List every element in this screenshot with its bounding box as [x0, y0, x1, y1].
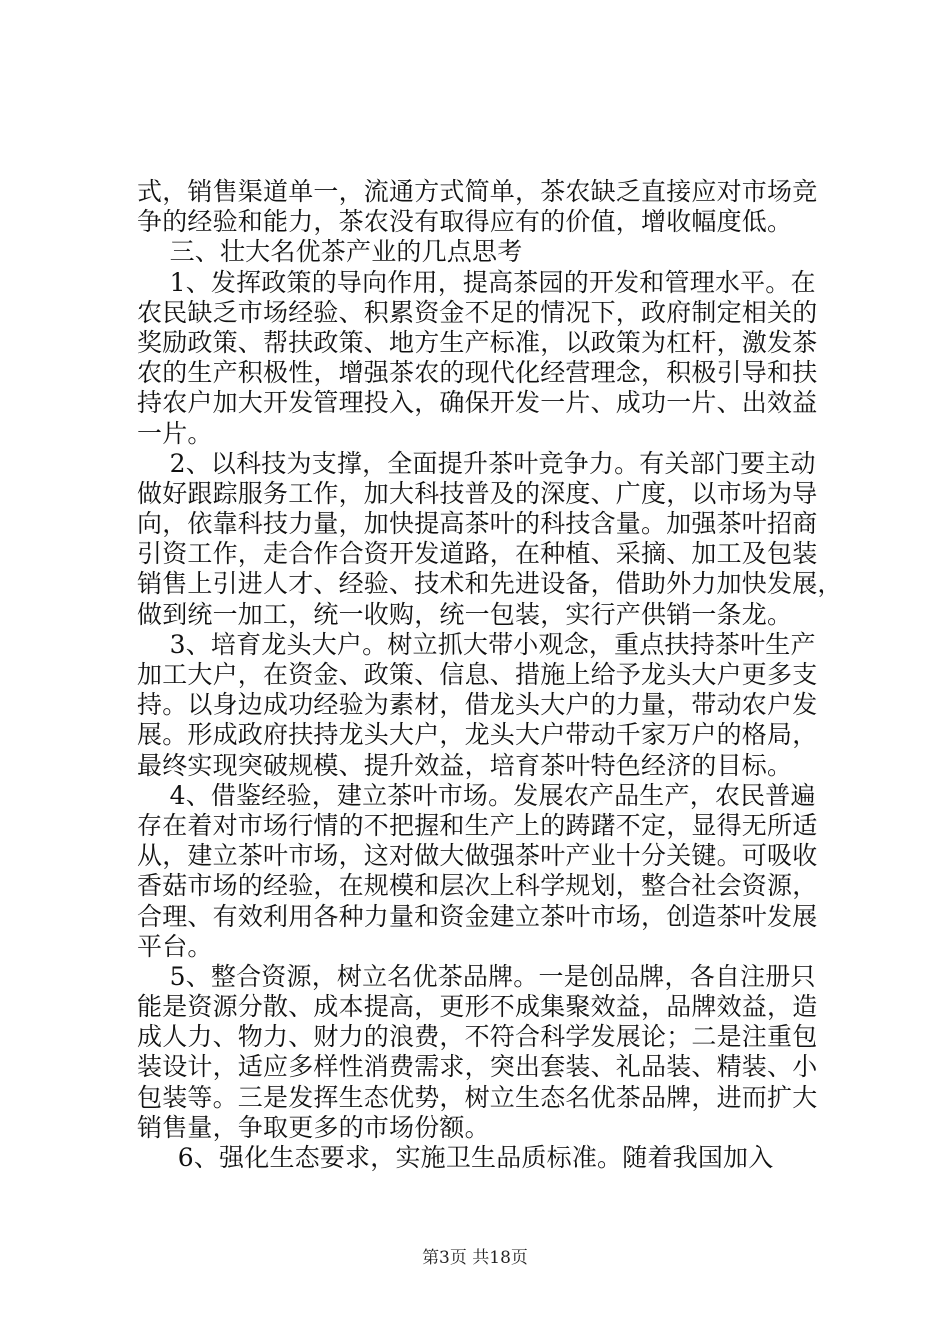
- text-line: 包装等。三是发挥生态优势，树立生态名优茶品牌，进而扩大: [137, 1082, 818, 1112]
- text-line: 加工大户，在资金、政策、信息、措施上给予龙头大户更多支: [137, 660, 818, 689]
- text-line: 6、强化生态要求，实施卫生品质标准。随着我国加入: [137, 1143, 774, 1172]
- text-line: 展。形成政府扶持龙头大户，龙头大户带动千家万户的格局，: [137, 720, 818, 750]
- text-line: 装设计，适应多样性消费需求，突出套装、礼品装、精装、小: [137, 1052, 818, 1082]
- text-line: 一片。: [137, 418, 213, 448]
- text-line: 做到统一加工，统一收购，统一包装，实行产供销一条龙。: [137, 599, 793, 629]
- text-line: 农的生产积极性，增强茶农的现代化经营理念，积极引导和扶: [137, 358, 818, 388]
- text-line: 香菇市场的经验，在规模和层次上科学规划，整合社会资源，: [137, 871, 818, 901]
- text-line: 平台。: [137, 931, 213, 961]
- text-line: 2、以科技为支撑，全面提升茶叶竞争力。有关部门要主动: [137, 448, 816, 478]
- text-line: 销售上引进人才、经验、技术和先进设备，借助外力加快发展，: [137, 569, 843, 599]
- text-line: 农民缺乏市场经验、积累资金不足的情况下，政府制定相关的: [137, 297, 818, 327]
- text-line: 奖励政策、帮扶政策、地方生产标准，以政策为杠杆，激发茶: [137, 327, 818, 357]
- text-line: 3、培育龙头大户。树立抓大带小观念，重点扶持茶叶生产: [137, 629, 816, 659]
- text-line: 成人力、物力、财力的浪费，不符合科学发展论；二是注重包: [137, 1022, 818, 1052]
- text-line: 持农户加大开发管理投入，确保开发一片、成功一片、出效益: [137, 388, 818, 418]
- section-heading: 三、壮大名优茶产业的几点思考: [137, 237, 523, 267]
- text-line: 销售量，争取更多的市场份额。: [137, 1112, 490, 1142]
- text-line: 能是资源分散、成本提高，更形不成集聚效益，品牌效益，造: [137, 992, 818, 1022]
- document-body: [137, 177, 843, 1173]
- text-line: 5、整合资源，树立名优茶品牌。一是创品牌，各自注册只: [137, 961, 816, 991]
- text-line: 引资工作，走合作合资开发道路，在种植、采摘、加工及包装: [137, 539, 818, 569]
- text-line: 1、发挥政策的导向作用，提高茶园的开发和管理水平。在: [137, 267, 816, 297]
- text-line: 从，建立茶叶市场，这对做大做强茶叶产业十分关键。可吸收: [137, 841, 818, 871]
- text-line: 存在着对市场行情的不把握和生产上的踌躇不定，显得无所适: [137, 810, 818, 840]
- text-line: 式，销售渠道单一，流通方式简单，茶农缺乏直接应对市场竞: [137, 177, 818, 206]
- text-line: 4、借鉴经验，建立茶叶市场。发展农产品生产，农民普遍: [137, 780, 816, 810]
- text-line: 做好跟踪服务工作，加大科技普及的深度、广度，以市场为导: [137, 478, 818, 508]
- text-line: 向，依靠科技力量，加快提高茶叶的科技含量。加强茶叶招商: [137, 509, 818, 539]
- text-line: 争的经验和能力，茶农没有取得应有的价值，增收幅度低。: [137, 207, 793, 237]
- text-line: 持。以身边成功经验为素材，借龙头大户的力量，带动农户发: [137, 690, 818, 720]
- text-line: 最终实现突破规模、提升效益，培育茶叶特色经济的目标。: [137, 750, 793, 780]
- page-footer: [0, 1243, 950, 1268]
- page-number-label: 第3页 共18页: [422, 1248, 528, 1268]
- text-line: 合理、有效利用各种力量和资金建立茶叶市场，创造茶叶发展: [137, 901, 818, 931]
